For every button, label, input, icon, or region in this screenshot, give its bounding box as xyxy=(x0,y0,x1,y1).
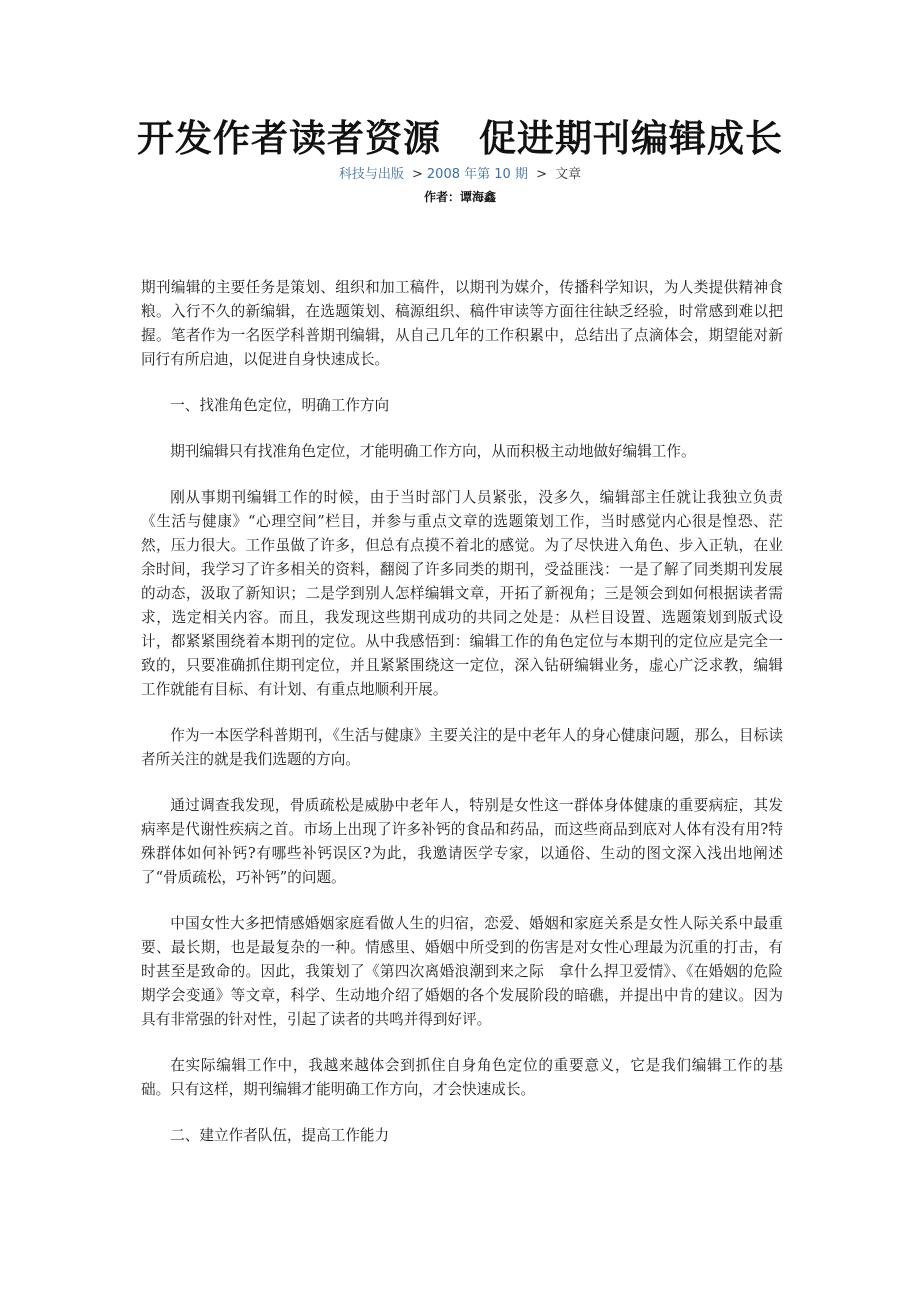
breadcrumb-issue-link[interactable]: 2008 年第 10 期 xyxy=(426,167,528,182)
article-body xyxy=(141,276,783,1170)
article-title: 开发作者读者资源 促进期刊编辑成长 xyxy=(137,116,783,160)
paragraph-intro: 期刊编辑的主要任务是策划、组织和加工稿件，以期刊为媒介，传播科学知识，为人类提供精神食粮。入行不久的新编辑，在选题策划、稿源组织、稿件审读等方面往往缺乏经验，时常感到难以把握。笔者作为一名医学科普期刊编辑，从自己几年的工作积累中，总结出了点滴体会，期望能对新同行有所启迪，以促进自身快速成长。 xyxy=(141,279,783,368)
section-heading-2: 二、建立作者队伍，提高工作能力 xyxy=(170,1127,390,1144)
paragraph: 期刊编辑只有找准角色定位，才能明确工作方向，从而积极主动地做好编辑工作。 xyxy=(170,443,696,460)
breadcrumb-journal-link[interactable]: 科技与出版 xyxy=(338,167,404,182)
breadcrumb-separator: > xyxy=(536,167,547,182)
article-author: 作者：谭海鑫 xyxy=(423,190,496,204)
paragraph: 通过调查我发现，骨质疏松是威胁中老年人，特别是女性这一群体身体健康的重要病症，其发病率是代谢性疾病之首。市场上出现了许多补钙的食品和药品，而这些商品到底对人体有没有用?特殊群体如何补钙?有哪些补钙误区?为此，我邀请医学专家，以通俗、生动的图文深入浅出地阐述了“骨质疏松，巧补钙”的问题。 xyxy=(141,797,783,886)
breadcrumb-current: 文章 xyxy=(555,167,582,182)
paragraph: 作为一本医学科普期刊，《生活与健康》主要关注的是中老年人的身心健康问题，那么，目标读者所关注的就是我们选题的方向。 xyxy=(141,727,783,768)
paragraph: 中国女性大多把情感婚姻家庭看做人生的归宿，恋爱、婚姻和家庭关系是女性人际关系中最重要、最长期，也是最复杂的一种。情感里、婚姻中所受到的伤害是对女性心理最为沉重的打击，有时甚至是致命的。因此，我策划了《第四次离婚浪潮到来之际 拿什么捍卫爱情》、《在婚姻的危险期学会变通》等文章，科学、生动地介绍了婚姻的各个发展阶段的暗礁，并提出中肯的建议。因为具有非常强的针对性，引起了读者的共鸣并得到好评。 xyxy=(141,915,783,1028)
section-heading-1: 一、找准角色定位，明确工作方向 xyxy=(170,397,390,414)
breadcrumb xyxy=(0,163,920,182)
paragraph: 在实际编辑工作中，我越来越体会到抓住自身角色定位的重要意义，它是我们编辑工作的基础。只有这样，期刊编辑才能明确工作方向，才会快速成长。 xyxy=(141,1057,783,1098)
paragraph: 刚从事期刊编辑工作的时候，由于当时部门人员紧张，没多久，编辑部主任就让我独立负责《生活与健康》“心理空间”栏目，并参与重点文章的选题策划工作，当时感觉内心很是惶恐、茫然，压力很大。工作虽做了许多，但总有点摸不着北的感觉。为了尽快进入角色、步入正轨，在业余时间，我学习了许多相关的资料，翻阅了许多同类的期刊，受益匪浅：一是了解了同类期刊发展的动态，汲取了新知识；二是学到别人怎样编辑文章，开拓了新视角；三是领会到如何根据读者需求，选定相关内容。而且，我发现这些期刊成功的共同之处是：从栏目设置、选题策划到版式设计，都紧紧围绕着本期刊的定位。从中我感悟到：编辑工作的角色定位与本期刊的定位应是完全一致的，只要准确抓住期刊定位，并且紧紧围绕这一定位，深入钻研编辑业务，虚心广泛求教，编辑工作就能有目标、有计划、有重点地顺利开展。 xyxy=(141,489,783,698)
breadcrumb-separator: > xyxy=(412,167,423,182)
